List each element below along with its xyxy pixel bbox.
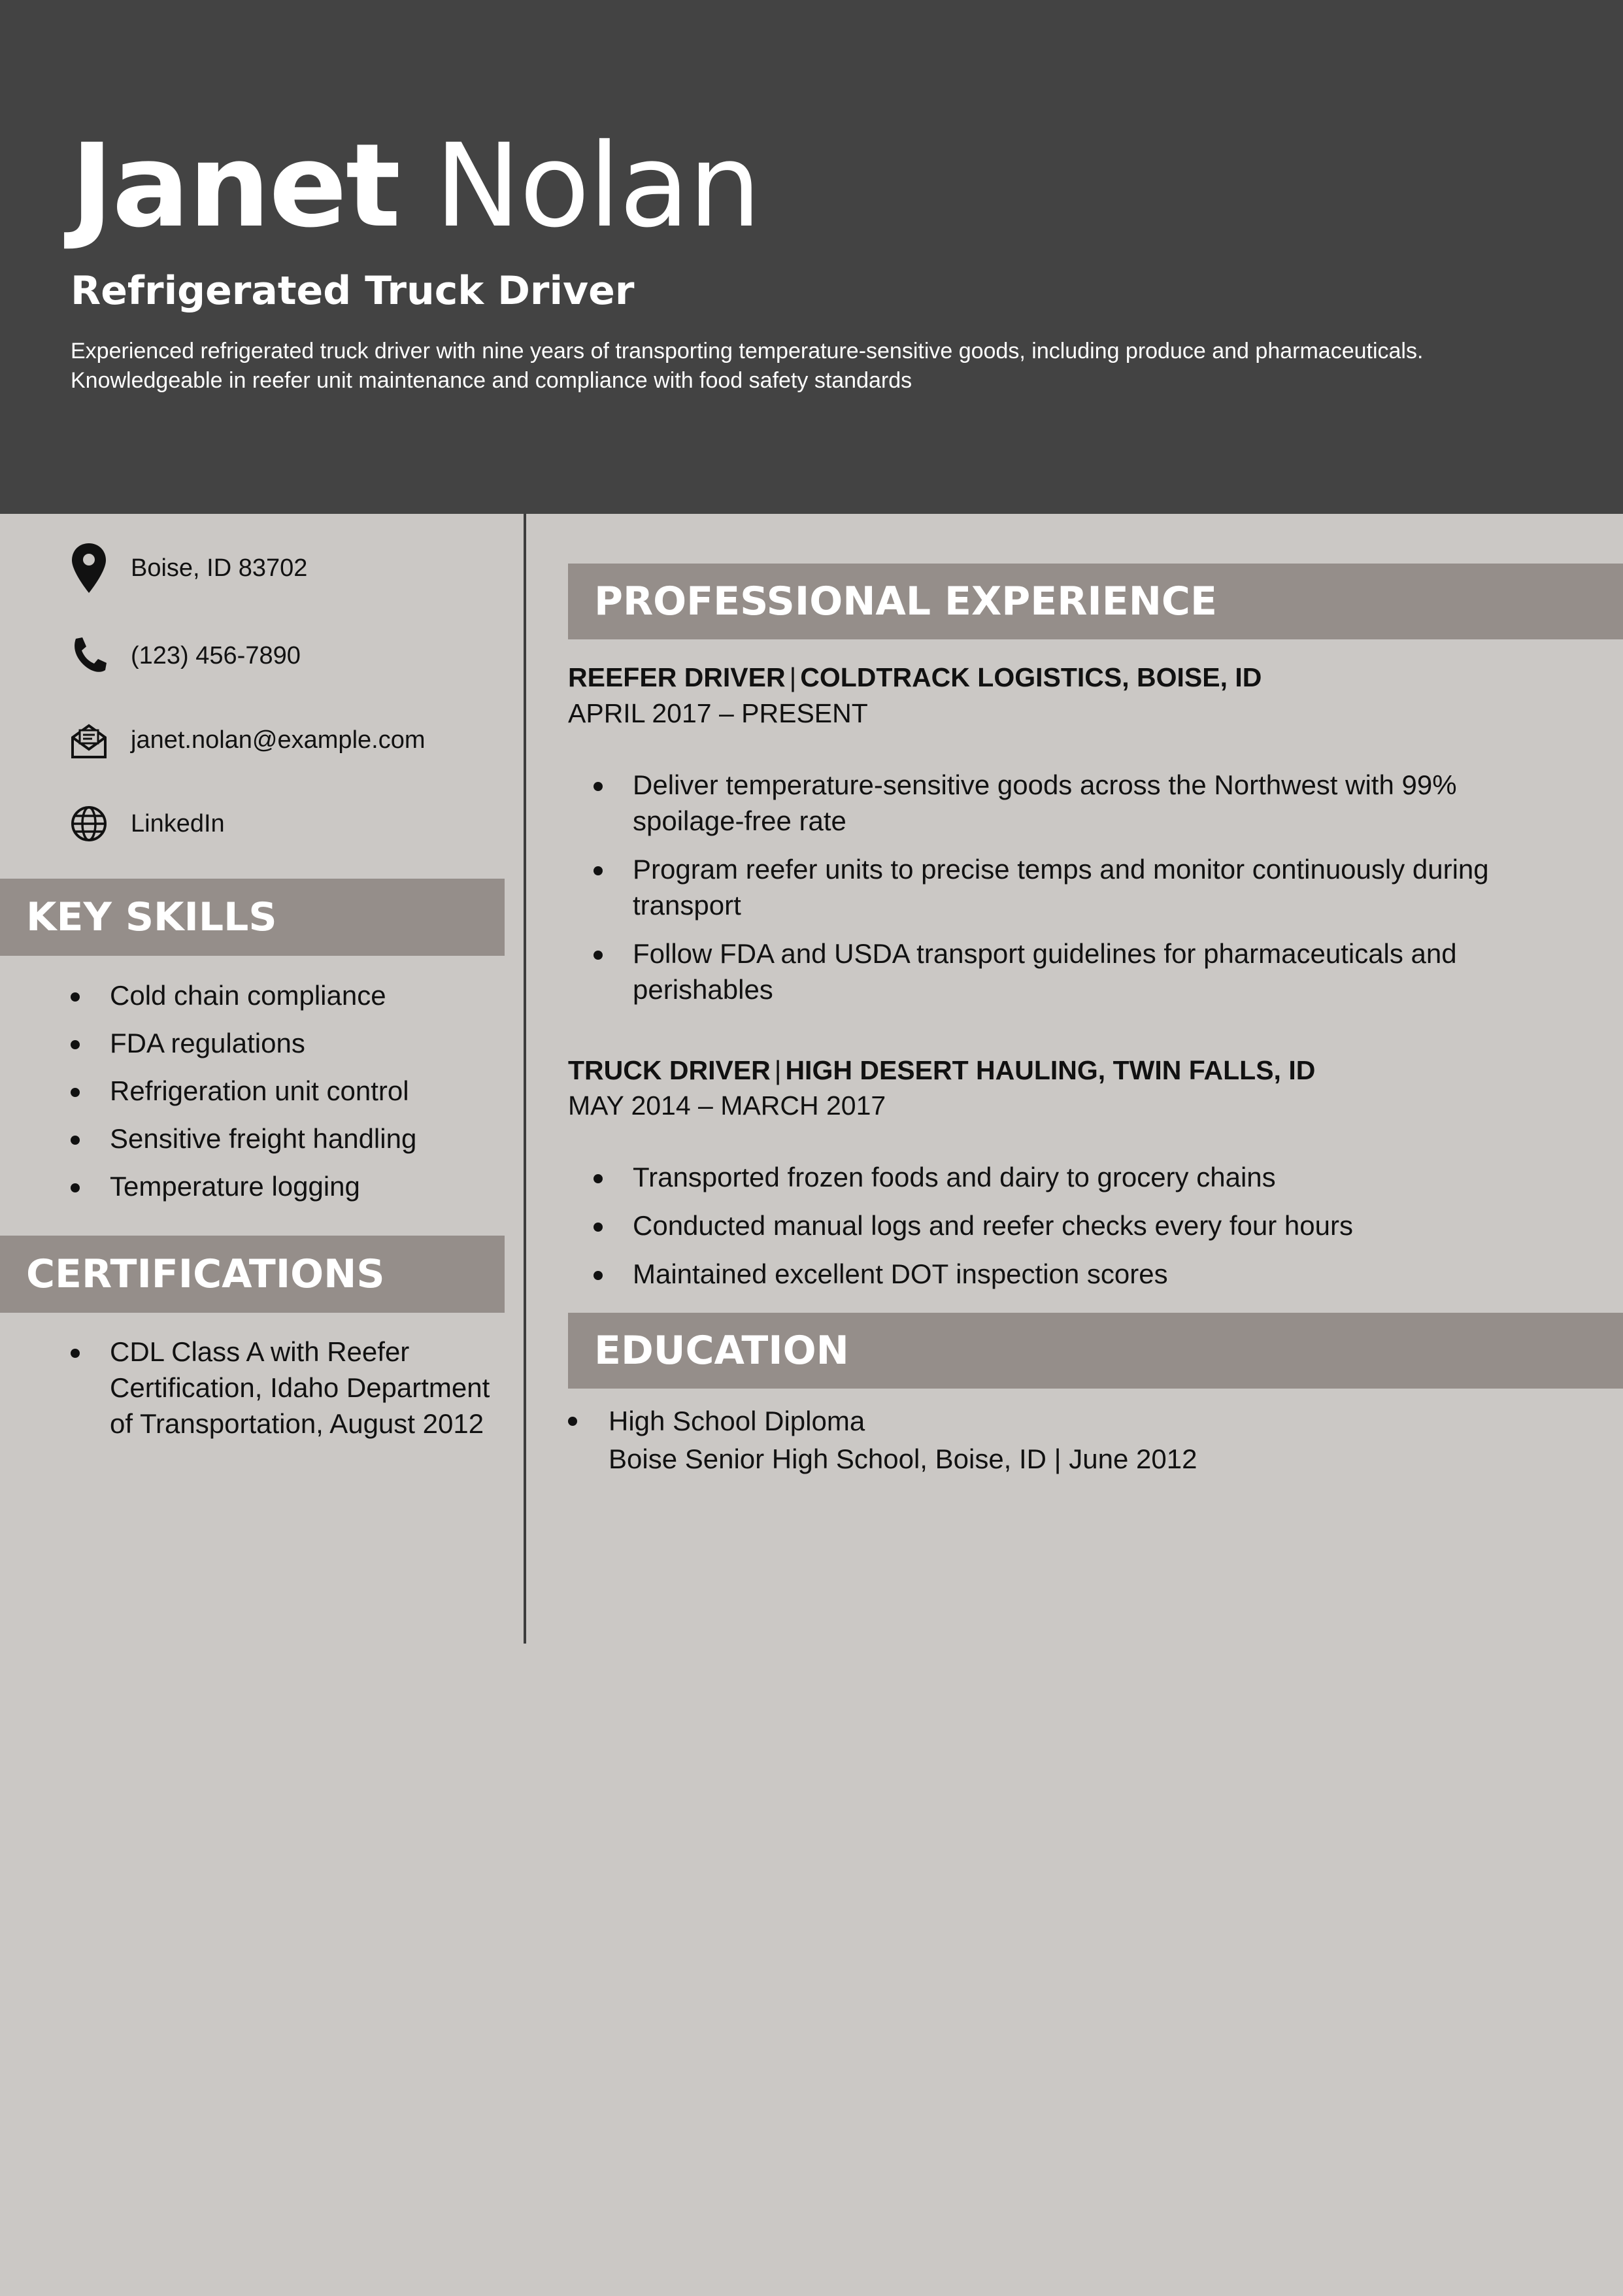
contact-linkedin <box>71 798 225 850</box>
job-role: TRUCK DRIVER <box>568 1055 771 1085</box>
job-title-line <box>568 1052 1315 1089</box>
job-title-line <box>568 659 1262 696</box>
envelope-icon <box>71 714 107 766</box>
list-item: Program reefer units to precise temps and monitor continuously during transport <box>594 851 1574 923</box>
separator: | <box>774 1055 782 1085</box>
skills-list <box>71 977 515 1216</box>
job-company: HIGH DESERT HAULING, TWIN FALLS, ID <box>785 1055 1316 1085</box>
candidate-name <box>71 118 760 255</box>
certifications-heading: CERTIFICATIONS <box>0 1236 505 1313</box>
list-item: FDA regulations <box>71 1025 515 1061</box>
phone-icon <box>71 630 107 682</box>
contact-email <box>71 714 426 766</box>
list-item: Temperature logging <box>71 1168 515 1204</box>
list-item: Follow FDA and USDA transport guidelines for pharmaceuticals and perishables <box>594 936 1574 1007</box>
first-name: Janet <box>71 119 400 253</box>
location-text: Boise, ID 83702 <box>131 554 308 582</box>
job-bullets <box>594 1159 1574 1304</box>
globe-icon <box>71 798 107 850</box>
list-item: CDL Class A with Reefer Certification, Idaho Department of Transportation, August 2012 <box>71 1334 515 1442</box>
job-role: REEFER DRIVER <box>568 662 786 692</box>
professional-summary: Experienced refrigerated truck driver with nine years of transporting temperature-sensitive goods, including produce and pharmaceuticals. Knowledgeable in reefer unit maintenance and compliance with food safety standards <box>71 339 1424 393</box>
list-item: Cold chain compliance <box>71 977 515 1013</box>
last-name: Nolan <box>435 119 760 253</box>
linkedin-link[interactable]: LinkedIn <box>131 809 225 837</box>
job-dates: MAY 2014 – MARCH 2017 <box>568 1090 886 1121</box>
job-title: Refrigerated Truck Driver <box>71 268 635 314</box>
degree: High School Diploma <box>609 1406 865 1436</box>
list-item: Sensitive freight handling <box>71 1121 515 1156</box>
job-dates: APRIL 2017 – PRESENT <box>568 698 868 728</box>
experience-heading: PROFESSIONAL EXPERIENCE <box>568 564 1623 639</box>
email-text[interactable]: janet.nolan@example.com <box>131 726 426 754</box>
education-heading: EDUCATION <box>568 1313 1623 1389</box>
list-item: Refrigeration unit control <box>71 1073 515 1109</box>
list-item: Conducted manual logs and reefer checks every four hours <box>594 1207 1574 1243</box>
list-item: Transported frozen foods and dairy to grocery chains <box>594 1159 1574 1195</box>
key-skills-heading: KEY SKILLS <box>0 879 505 956</box>
school-line: Boise Senior High School, Boise, ID | June 2012 <box>609 1443 1197 1474</box>
job-company: COLDTRACK LOGISTICS, BOISE, ID <box>800 662 1262 692</box>
list-item: Deliver temperature-sensitive goods across the Northwest with 99% spoilage-free rate <box>594 767 1574 839</box>
contact-phone <box>71 630 301 682</box>
resume-header <box>0 0 1623 514</box>
list-item: Maintained excellent DOT inspection scores <box>594 1256 1574 1292</box>
contact-location <box>71 542 307 594</box>
education-entry <box>568 1402 1588 1478</box>
certifications-list <box>71 1334 515 1442</box>
column-divider <box>524 514 526 1644</box>
job-bullets <box>594 767 1574 1020</box>
map-pin-icon <box>71 542 107 594</box>
phone-text: (123) 456-7890 <box>131 641 301 669</box>
bullet <box>568 1417 577 1426</box>
separator: | <box>789 662 797 692</box>
